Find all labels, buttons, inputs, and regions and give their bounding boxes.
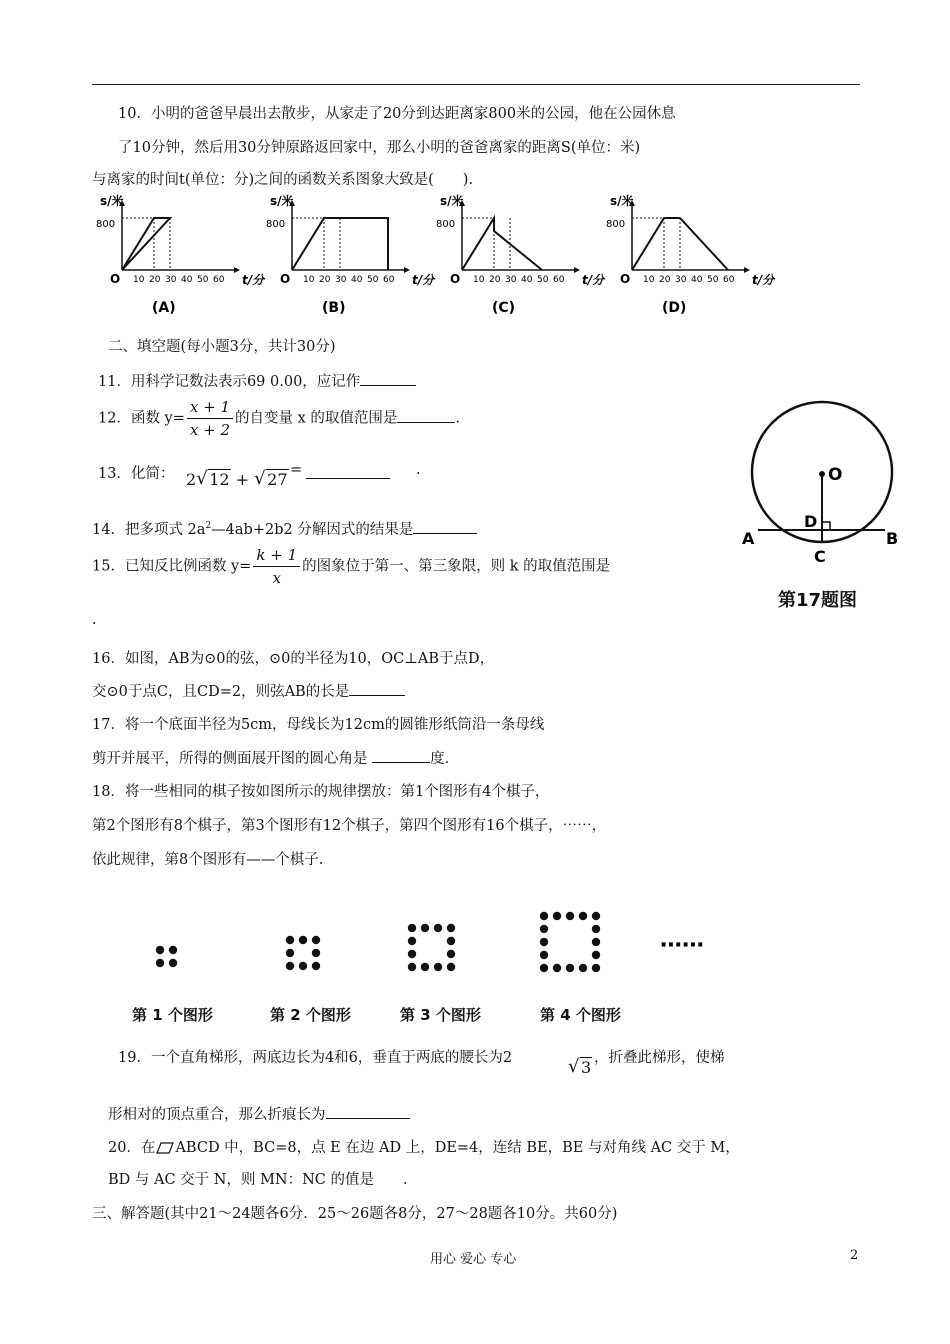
q19-line1-b: ，折叠此梯形，使梯 — [594, 1050, 725, 1066]
pattern-3-piece — [408, 950, 416, 958]
q18-patterns-svg — [120, 900, 720, 990]
q14 — [92, 518, 477, 539]
pattern-4-piece — [566, 964, 574, 972]
pattern-3-piece — [447, 924, 455, 932]
section2-title: 二、填空题(每小题3分，共计30分) — [108, 339, 336, 355]
pattern-4-piece — [579, 964, 587, 972]
pattern-3-piece — [434, 963, 442, 971]
q10-graphs — [92, 192, 775, 322]
graph-d-xtick: 10 — [643, 275, 655, 285]
graph-c-ytick: 800 — [436, 219, 456, 230]
graph-c-ylabel: s/米 — [440, 194, 464, 208]
graph-d-option-label: (D) — [662, 300, 687, 316]
pattern-3-piece — [421, 963, 429, 971]
pattern-4-piece — [592, 925, 600, 933]
pattern-label-4: 第 4 个图形 — [540, 1006, 621, 1024]
q13-expression — [186, 470, 289, 489]
q19-line1-a: 19．一个直角梯形，两底边长为4和6，垂直于两底的腰长为 — [118, 1050, 503, 1066]
q19-line1 — [118, 1046, 512, 1067]
graph-d-xtick: 30 — [675, 275, 687, 285]
q10-line3: 与离家的时间t(单位：分)之间的函数关系图象大致是( ). — [92, 172, 474, 188]
graph-b-xtick: 40 — [351, 275, 363, 285]
q20-line1 — [108, 1136, 740, 1157]
q14-text-b: —4ab+2b2 分解因式的结果是 — [211, 522, 414, 538]
graph-c-origin: O — [450, 272, 461, 286]
graph-a-xtick: 40 — [181, 275, 193, 285]
fig17-label-a: A — [742, 529, 755, 548]
q11-blank — [360, 371, 416, 386]
graph-d-xlabel: t/分 — [752, 273, 775, 287]
pattern-3-piece — [408, 937, 416, 945]
graph-c-xlabel: t/分 — [582, 273, 605, 287]
pattern-2-piece — [312, 962, 320, 970]
pattern-1-piece — [156, 959, 164, 967]
footer-center: 用心 爱心 专心 — [430, 1252, 517, 1267]
q19-coef: 2 — [502, 1050, 513, 1066]
pattern-1-piece — [169, 959, 177, 967]
q13 — [98, 462, 174, 483]
pattern-4-piece — [566, 912, 574, 920]
graph-d-ylabel: s/米 — [610, 194, 634, 208]
pattern-4-piece — [540, 925, 548, 933]
q12-fraction — [187, 398, 233, 439]
pattern-label-3: 第 3 个图形 — [400, 1006, 481, 1024]
q15-dot: . — [92, 612, 97, 628]
pattern-4-piece — [592, 964, 600, 972]
q15-numerator: k + 1 — [253, 546, 300, 567]
graph-d-origin: O — [620, 272, 631, 286]
figure-17 — [744, 396, 904, 616]
graph-b-ylabel: s/米 — [270, 194, 294, 208]
graph-b-xtick: 30 — [335, 275, 347, 285]
q12 — [98, 398, 460, 439]
graph-d-xtick: 40 — [691, 275, 703, 285]
graph-a-option-label: (A) — [152, 300, 176, 316]
pattern-3-piece — [408, 924, 416, 932]
q12-suffix: 的自变量 x 的取值范围是 — [235, 410, 398, 427]
graph-a-xtick: 30 — [165, 275, 177, 285]
q15-denominator: x — [272, 569, 282, 587]
q16-line2-text: 交⊙0于点C，且CD=2，则弦AB的长是 — [92, 684, 350, 700]
graph-d — [606, 193, 776, 316]
fig17-right-angle — [822, 522, 830, 530]
q18-line1: 18．将一些相同的棋子按如图所示的规律摆放：第1个图形有4个棋子， — [92, 784, 550, 800]
pattern-4-piece — [592, 912, 600, 920]
graph-a-xtick: 60 — [213, 275, 225, 285]
q14-text-a: 14．把多项式 2a — [92, 522, 206, 538]
q13-sqrt1 — [196, 470, 230, 489]
graph-c-x-arrow — [574, 267, 580, 273]
pattern-4-piece — [592, 951, 600, 959]
graph-b-option-label: (B) — [322, 300, 346, 316]
q20-line2: BD 与 AC 交于 N，则 MN：NC 的值是 . — [108, 1172, 408, 1188]
q13-end: . — [416, 462, 421, 478]
q19-line2-text: 形相对的顶点重合，那么折痕长为 — [108, 1107, 326, 1123]
q15-suffix: 的图象位于第一、第三象限，则 k 的取值范围是 — [302, 558, 611, 575]
pattern-3-piece — [447, 950, 455, 958]
q17-blank — [372, 748, 430, 763]
graph-d-ytick: 800 — [606, 219, 626, 230]
graph-c-xtick: 10 — [473, 275, 485, 285]
graph-c-xtick: 20 — [489, 275, 501, 285]
graph-a-ylabel: s/米 — [100, 194, 124, 208]
pattern-2-piece — [299, 936, 307, 944]
q13-sqrt2 — [254, 470, 288, 489]
pattern-2-piece — [312, 949, 320, 957]
graph-b-xlabel: t/分 — [412, 273, 435, 287]
q18-line3: 依此规律，第8个图形有——个棋子. — [92, 852, 324, 868]
fig17-label-o: O — [828, 465, 843, 485]
pattern-4-piece — [592, 938, 600, 946]
pattern-2-piece — [312, 936, 320, 944]
q11-text — [98, 370, 416, 391]
graph-a-ytick: 800 — [96, 219, 116, 230]
pattern-3-piece — [408, 963, 416, 971]
pattern-1-piece — [169, 946, 177, 954]
graph-c-xtick: 60 — [553, 275, 565, 285]
fig17-caption: 第17题图 — [778, 590, 858, 611]
graph-b-xtick: 60 — [383, 275, 395, 285]
q10-line2: 了10分钟，然后用30分钟原路返回家中，那么小明的爸爸离家的距离S(单位：米) — [118, 140, 641, 156]
graph-c-curve — [462, 218, 542, 270]
header-rule — [92, 84, 860, 85]
q13-eq: = — [290, 462, 303, 478]
graph-a-xlabel: t/分 — [242, 273, 265, 287]
q17-line1: 17．将一个底面半径为5cm，母线长为12cm的圆锥形纸筒沿一条母线 — [92, 717, 545, 733]
graph-d-xtick: 50 — [707, 275, 719, 285]
pattern-4-piece — [540, 951, 548, 959]
graph-a-xtick: 50 — [197, 275, 209, 285]
q12-blank — [397, 408, 455, 423]
parallelogram-icon — [156, 1142, 174, 1154]
pattern-ellipsis: ⋯⋯ — [660, 933, 704, 958]
pattern-1-piece — [156, 946, 164, 954]
q14-sup: 2 — [205, 521, 212, 532]
fig17-center-dot — [819, 471, 825, 477]
pattern-2-piece — [286, 962, 294, 970]
graph-b-origin: O — [280, 272, 291, 286]
q16-line2 — [92, 680, 405, 701]
pattern-4-piece — [540, 912, 548, 920]
pattern-4-piece — [553, 964, 561, 972]
q11-label: 11．用科学记数法表示69 0.00，应记作 — [98, 374, 361, 390]
section3-title: 三、解答题(其中21～24题各6分．25～26题各8分，27～28题各10分。共60分) — [92, 1206, 618, 1222]
q19-line2 — [108, 1103, 410, 1124]
graph-c — [436, 193, 606, 316]
graph-b — [266, 193, 436, 316]
q19-rad: 3 — [581, 1058, 592, 1077]
q12-numerator: x + 1 — [187, 398, 233, 419]
pattern-3-piece — [434, 924, 442, 932]
graph-a-curve — [122, 218, 170, 270]
pattern-2-piece — [299, 962, 307, 970]
q15-prefix: 15．已知反比例函数 y= — [92, 558, 252, 575]
q16-line1: 16．如图，AB为⊙0的弦，⊙0的半径为10，OC⊥AB于点D， — [92, 651, 495, 667]
pattern-3-piece — [447, 963, 455, 971]
q18-patterns — [120, 900, 720, 990]
q10-graphs-svg — [92, 192, 775, 322]
q19-blank — [326, 1104, 410, 1119]
pattern-2-piece — [286, 936, 294, 944]
q14-blank — [413, 519, 477, 534]
q15-fraction — [253, 546, 300, 587]
graph-a-origin: O — [110, 272, 121, 286]
graph-c-xtick: 30 — [505, 275, 517, 285]
fig17-label-c: C — [814, 547, 826, 566]
q13-coef: 2 — [186, 470, 197, 489]
q18-line2: 第2个图形有8个棋子，第3个图形有12个棋子，第四个图形有16个棋子，⋯⋯， — [92, 818, 607, 834]
q13-rad1: 12 — [209, 470, 230, 489]
graph-a-x-arrow — [234, 267, 240, 273]
q10-line1: 10．小明的爸爸早晨出去散步，从家走了20分到达距离家800米的公园，他在公园休息 — [118, 106, 676, 122]
graph-c-xtick: 40 — [521, 275, 533, 285]
pattern-4-piece — [540, 938, 548, 946]
q13-prefix: 13．化简： — [98, 466, 175, 482]
graph-b-xtick: 10 — [303, 275, 315, 285]
pattern-2-piece — [286, 949, 294, 957]
figure-17-svg — [744, 396, 904, 616]
graph-c-xtick: 50 — [537, 275, 549, 285]
graph-d-xtick: 60 — [723, 275, 735, 285]
graph-b-xtick: 50 — [367, 275, 379, 285]
pattern-4-piece — [553, 912, 561, 920]
fig17-label-d: D — [804, 512, 818, 531]
q20-line1-a: 20．在 — [108, 1140, 156, 1156]
q17-line2-b: 度. — [430, 751, 450, 767]
q16-blank — [349, 681, 405, 696]
q19-sqrt-sign — [568, 1058, 592, 1077]
q15 — [92, 546, 610, 587]
pattern-3-piece — [421, 924, 429, 932]
q12-prefix: 12．函数 y= — [98, 410, 185, 427]
q17-line2 — [92, 747, 449, 768]
footer-page-number: 2 — [850, 1248, 859, 1263]
graph-a-xtick: 20 — [149, 275, 161, 285]
graph-a — [96, 193, 266, 316]
q13-rad2: 27 — [267, 470, 288, 489]
pattern-4-piece — [540, 964, 548, 972]
graph-b-x-arrow — [404, 267, 410, 273]
q20-line1-b: ABCD 中，BC=8，点 E 在边 AD 上，DE=4，连结 BE，BE 与对角线 AC 交于 M， — [175, 1140, 740, 1156]
q13-blank — [306, 464, 390, 479]
pattern-3-piece — [447, 937, 455, 945]
graph-c-option-label: (C) — [492, 300, 516, 316]
pattern-4-piece — [579, 912, 587, 920]
graph-b-xtick: 20 — [319, 275, 331, 285]
graph-b-ytick: 800 — [266, 219, 286, 230]
q13-blank-wrap — [306, 464, 390, 483]
graph-d-xtick: 20 — [659, 275, 671, 285]
q12-end: . — [455, 410, 461, 427]
fig17-label-b: B — [886, 529, 899, 548]
graph-d-x-arrow — [744, 267, 750, 273]
pattern-label-2: 第 2 个图形 — [270, 1006, 351, 1024]
pattern-label-1: 第 1 个图形 — [132, 1006, 213, 1024]
q12-denominator: x + 2 — [189, 421, 231, 439]
graph-a-xtick: 10 — [133, 275, 145, 285]
q19-sqrt — [568, 1058, 592, 1077]
q13-plus: + — [235, 470, 250, 489]
q17-line2-a: 剪开并展平，所得的侧面展开图的圆心角是 — [92, 751, 373, 767]
